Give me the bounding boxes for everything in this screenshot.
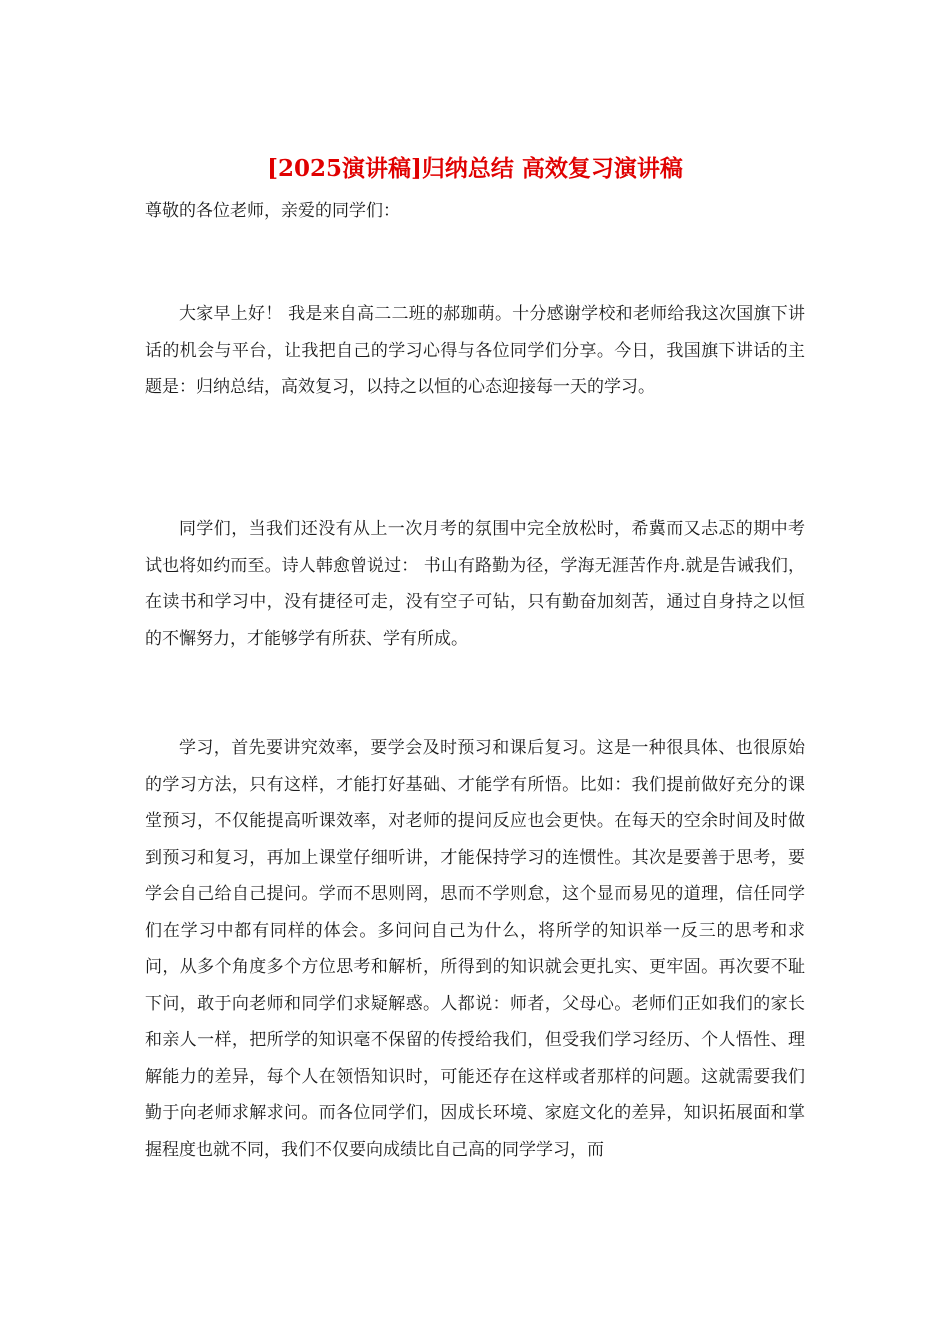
paragraph-3: 学习，首先要讲究效率，要学会及时预习和课后复习。这是一种很具体、也很原始的学习方法，只有这样，才能打好基础、才能学有所悟。比如：我们提前做好充分的课堂预习，不仅能提高听课效率，对老师的提问反应也会更快。在每天的空余时间及时做到预习和复习，再加上课堂仔细听讲，才能保持学习的连惯性。其次是要善于思考，要学会自己给自己提问。学而不思则罔，思而不学则怠，这个显而易见的道理，信任同学们在学习中都有同样的体会。多问问自己为什么，将所学的知识举一反三的思考和求问，从多个角度多个方位思考和解析，所得到的知识就会更扎实、更牢固。再次要不耻下问，敢于向老师和同学们求疑解惑。人都说：师者，父母心。老师们正如我们的家长和亲人一样，把所学的知识毫不保留的传授给我们，但受我们学习经历、个人悟性、理解能力的差异，每个人在领悟知识时，可能还存在这样或者那样的问题。这就需要我们勤于向老师求解求问。而各位同学们，因成长环境、家庭文化的差异，知识拓展面和掌握程度也就不同，我们不仅要向成绩比自己高的同学学习，而 (145, 738, 805, 1160)
salutation: 尊敬的各位老师，亲爱的同学们： (145, 201, 400, 221)
paragraph-2: 同学们，当我们还没有从上一次月考的氛围中完全放松时，希冀而又忐忑的期中考试也将如约而至。诗人韩愈曾说过： 书山有路勤为径，学海无涯苦作舟.就是告诫我们，在读书和学习中，没有捷径可走，没有空子可钻，只有勤奋加刻苦，通过自身持之以恒的不懈努力，才能够学有所获、学有所成。 (145, 519, 805, 649)
document-title: [2025演讲稿]归纳总结 高效复习演讲稿 (267, 155, 683, 182)
paragraph-1: 大家早上好！ 我是来自高二二班的郝珈萌。十分感谢学校和老师给我这次国旗下讲话的机会与平台，让我把自己的学习心得与各位同学们分享。今日，我国旗下讲话的主题是：归纳总结，高效复习，以持之以恒的心态迎接每一天的学习。 (145, 304, 805, 397)
